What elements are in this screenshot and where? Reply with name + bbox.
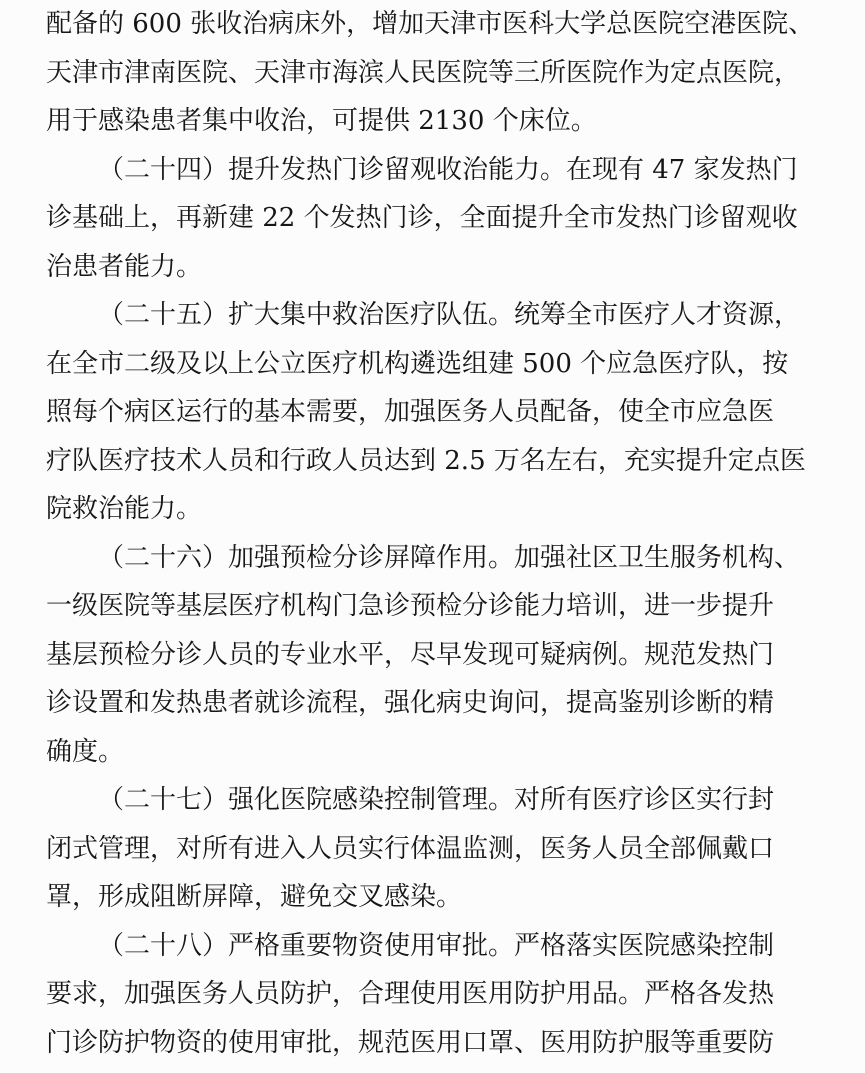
text-line: 疗队医疗技术人员和行政人员达到 2.5 万名左右，充实提升定点医 bbox=[46, 445, 806, 476]
text-line: 照每个病区运行的基本需要，加强医务人员配备，使全市应急医 bbox=[46, 397, 775, 427]
section-25-heading-line: （二十五）扩大集中救治医疗队伍。统筹全市医疗人才资源， bbox=[98, 300, 801, 330]
text-line: 天津市津南医院、天津市海滨人民医院等三所医院作为定点医院， bbox=[46, 57, 801, 88]
text-line: 要求，加强医务人员防护，合理使用医用防护用品。严格各发热 bbox=[46, 979, 775, 1009]
text-line: 闭式管理，对所有进入人员实行体温监测，医务人员全部佩戴口 bbox=[46, 833, 775, 864]
text-line: 院救治能力。 bbox=[46, 494, 203, 524]
text-line: 诊基础上，再新建 22 个发热门诊，全面提升全市发热门诊留观收 bbox=[46, 203, 798, 233]
text-line: 确度。 bbox=[46, 736, 125, 767]
text-line: 基层预检分诊人员的专业水平，尽早发现可疑病例。规范发热门 bbox=[46, 639, 775, 670]
section-26-heading-line: （二十六）加强预检分诊屏障作用。加强社区卫生服务机构、 bbox=[98, 542, 801, 573]
text-line: 治患者能力。 bbox=[46, 251, 203, 282]
document-body bbox=[46, 0, 836, 1067]
text-line: 一级医院等基层医疗机构门急诊预检分诊能力培训，进一步提升 bbox=[46, 591, 775, 621]
text-line: 用于感染患者集中收治，可提供 2130 个床位。 bbox=[46, 106, 597, 136]
text-line: 罩，形成阻断屏障，避免交叉感染。 bbox=[46, 882, 463, 912]
text-line: 在全市二级及以上公立医疗机构遴选组建 500 个应急医疗队，按 bbox=[46, 348, 789, 379]
section-27-heading-line: （二十七）强化医院感染控制管理。对所有医疗诊区实行封 bbox=[98, 785, 775, 815]
section-24-heading-line: （二十四）提升发热门诊留观收治能力。在现有 47 家发热门 bbox=[98, 154, 798, 185]
text-line: 门诊防护物资的使用审批，规范医用口罩、医用防护服等重要防 bbox=[46, 1027, 775, 1058]
text-line: 配备的 600 张收治病床外，增加天津市医科大学总医院空港医院、 bbox=[46, 9, 815, 39]
section-28-heading-line: （二十八）严格重要物资使用审批。严格落实医院感染控制 bbox=[98, 930, 775, 961]
text-line: 诊设置和发热患者就诊流程，强化病史询问，提高鉴别诊断的精 bbox=[46, 688, 775, 718]
